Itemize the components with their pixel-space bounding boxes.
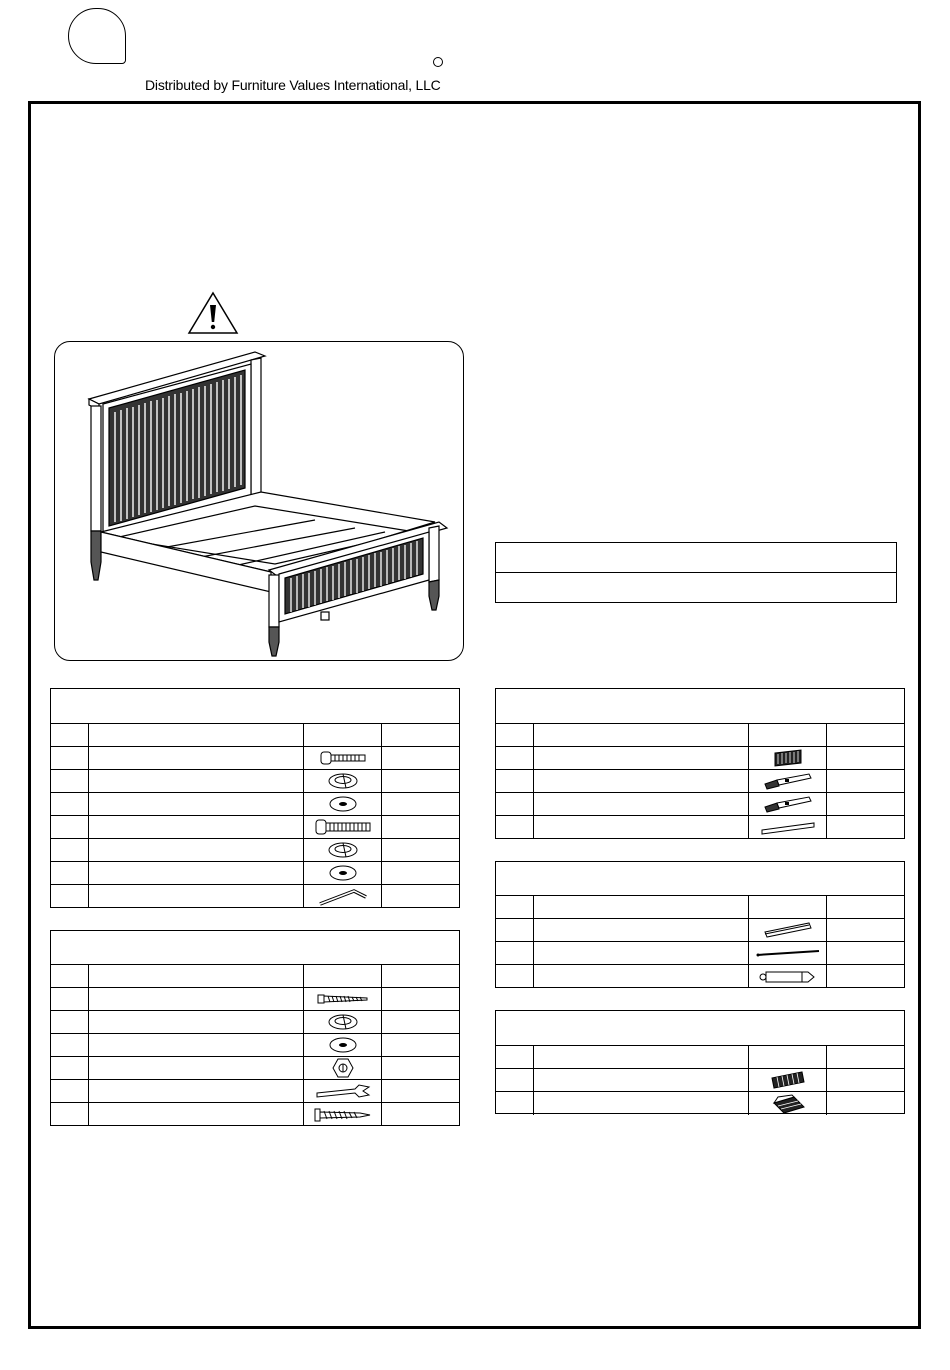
lag-bolt-icon [317,993,369,1005]
flat-washer-icon [326,1036,360,1054]
table-header [496,862,904,896]
table-row [51,1103,459,1126]
distributor-text: Distributed by Furniture Values International, LLC [145,77,441,93]
parts-table-2 [495,861,905,988]
bed-frame-drawing [55,342,464,661]
rail-bracket-icon [773,749,803,767]
nut-icon [332,1058,354,1078]
table-row [51,1057,459,1080]
hardware-table-2 [50,930,460,1126]
table-row [51,1011,459,1034]
table-header [51,689,459,724]
table-row [51,839,459,862]
table-row [51,770,459,793]
roller-icon [758,969,818,985]
table-column-header-row [496,896,904,919]
flat-washer-icon [326,795,360,813]
lock-washer-icon [326,841,360,859]
table-column-header-row [496,724,904,747]
flat-washer-icon [326,864,360,882]
table-row [51,793,459,816]
table-row [51,1034,459,1057]
table-header [496,1011,904,1046]
table-header [496,689,904,724]
table-row [496,747,904,770]
table-row [51,885,459,908]
parts-table-3 [495,1010,905,1114]
support-leg-icon [763,772,813,790]
bolt-icon [320,750,366,766]
warning-triangle-icon [187,291,239,335]
lock-washer-icon [326,1013,360,1031]
table-row [496,770,904,793]
table-row [496,793,904,816]
support-leg-icon [763,795,813,813]
center-rail-icon [763,920,813,940]
bolt-icon [315,818,371,836]
table-row [496,919,904,942]
table-row [496,965,904,988]
table-row [51,816,459,839]
wrench-icon [315,1083,371,1099]
table-header [51,931,459,965]
table-column-header-row [51,965,459,988]
registered-mark-icon [433,57,443,67]
wood-screw-icon [314,1107,372,1123]
hardware-table-1 [50,688,460,908]
table-row [51,862,459,885]
table-row [496,942,904,965]
allen-key-icon [318,887,368,907]
table-column-header-row [51,724,459,747]
rod-icon [755,948,821,958]
brand-logo [68,8,126,64]
note-box-row [496,543,896,573]
note-box [495,542,897,603]
table-row [496,816,904,839]
table-column-header-row [496,1046,904,1069]
table-row [51,1080,459,1103]
table-row [51,988,459,1011]
table-row [496,1069,904,1092]
corner-bracket-icon [770,1093,806,1115]
bracket-plate-icon [770,1070,806,1090]
parts-table-1 [495,688,905,839]
table-row [496,1092,904,1115]
slat-icon [760,820,816,836]
bed-illustration [54,341,464,661]
note-box-row [496,573,896,603]
lock-washer-icon [326,772,360,790]
table-row [51,747,459,770]
